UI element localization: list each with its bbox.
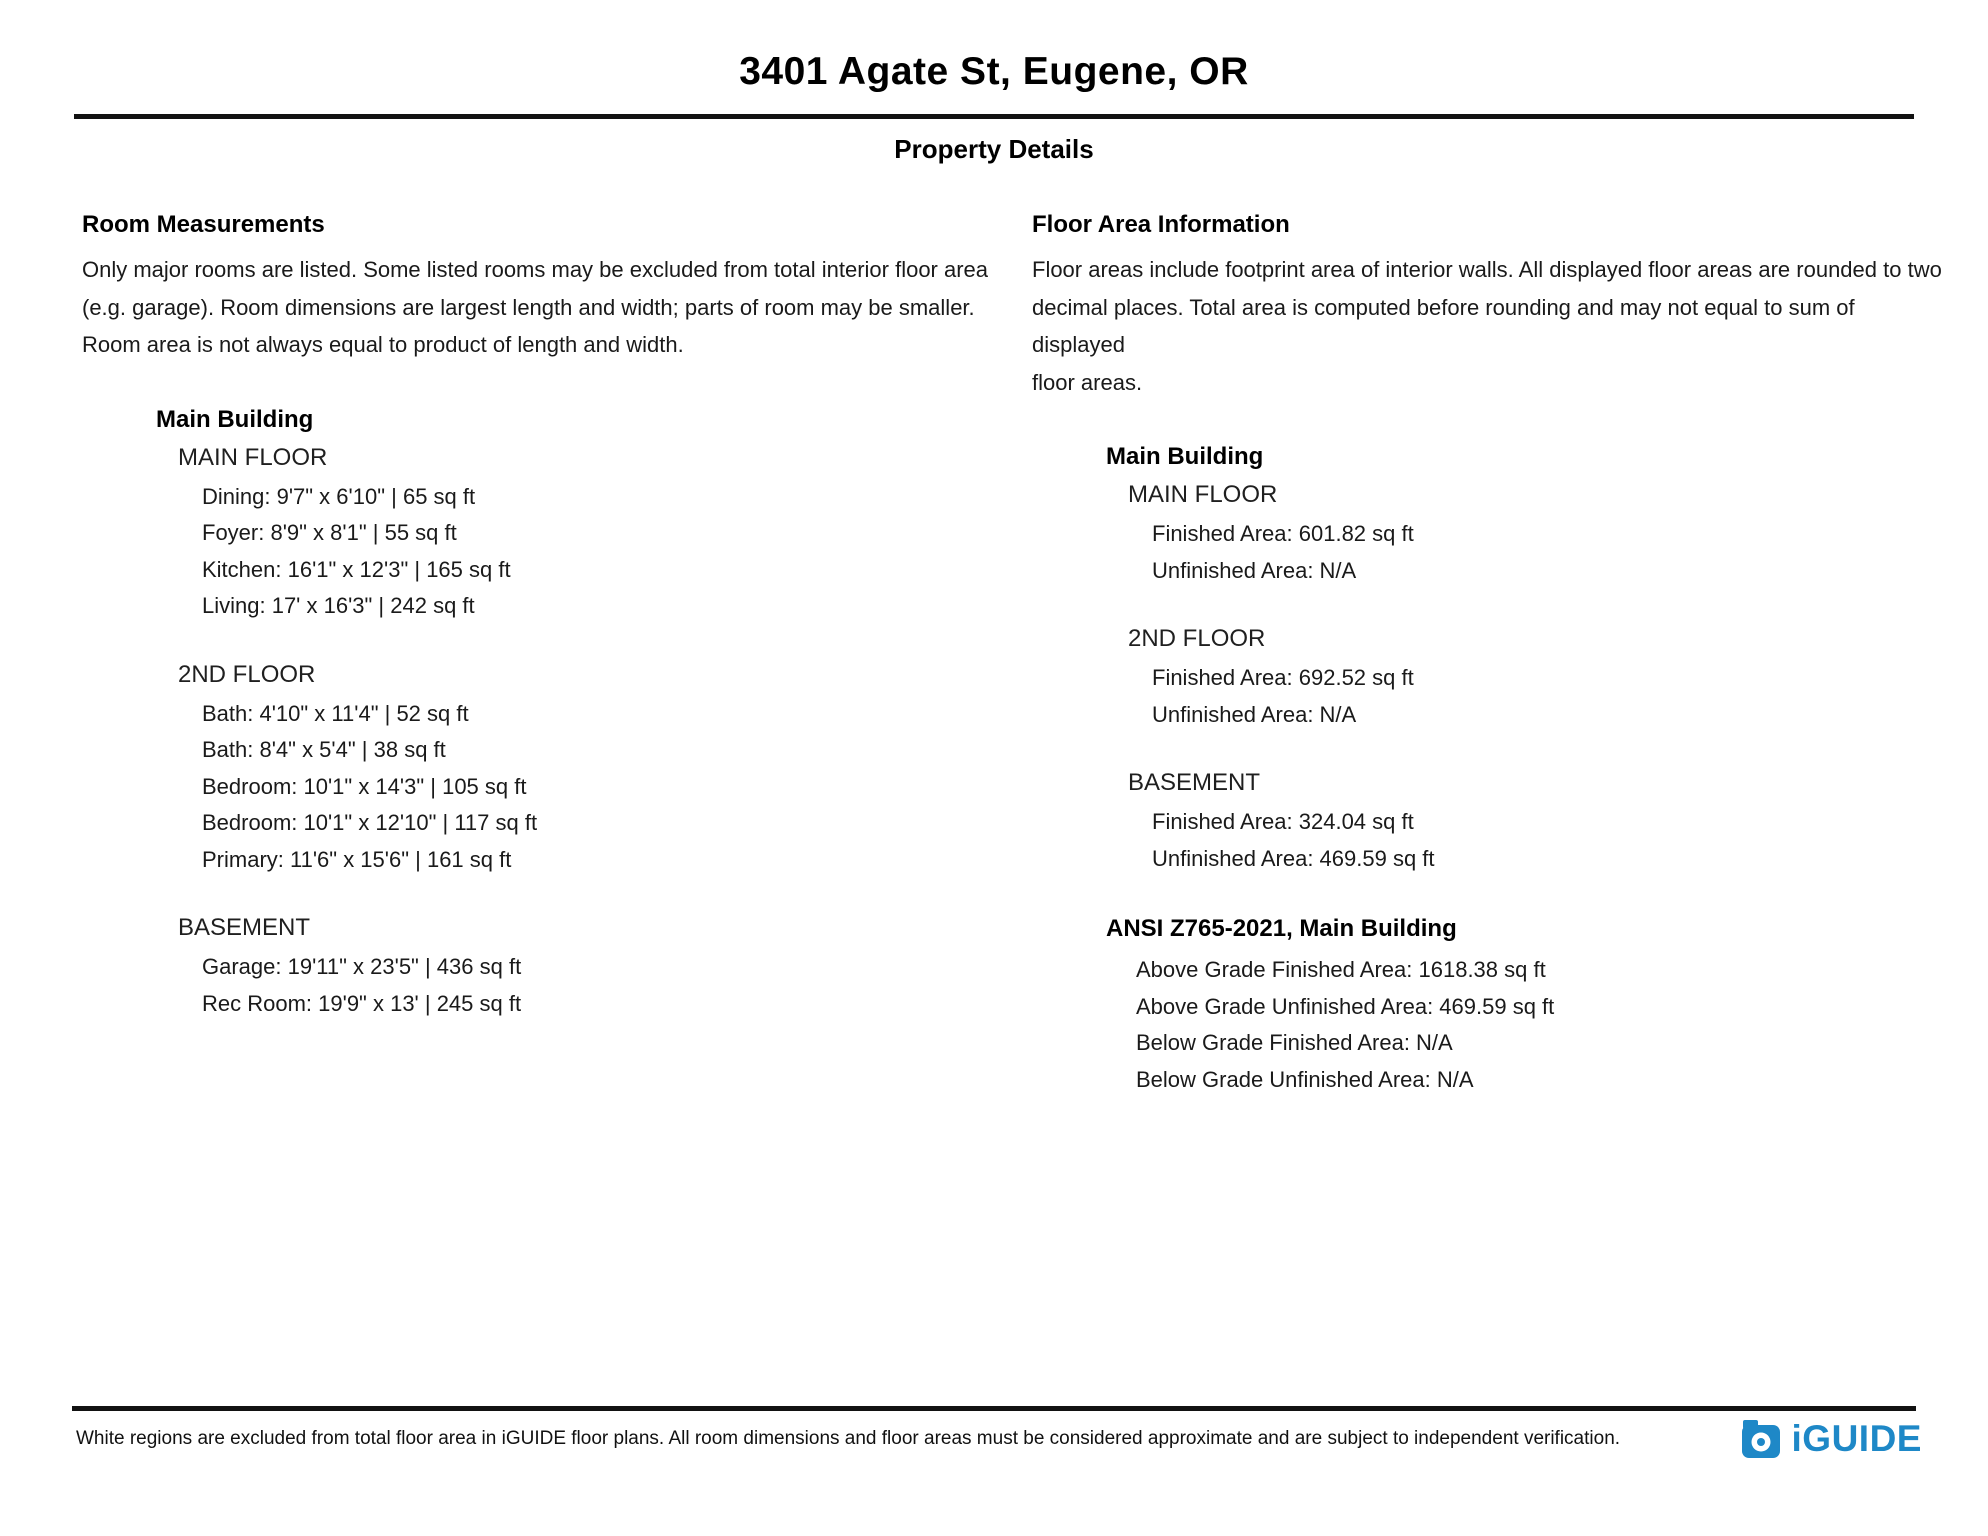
area-block-main-floor — [1032, 481, 1944, 589]
floor-name: MAIN FLOOR — [1128, 481, 1278, 508]
area-entry: Unfinished Area: 469.59 sq ft — [1152, 845, 1435, 871]
floor-block-2nd-floor — [82, 661, 1032, 879]
room-entry: Dining: 9'7" x 6'10" | 65 sq ft — [202, 483, 476, 509]
floor-block-basement — [82, 914, 1032, 1022]
room-entry: Kitchen: 16'1" x 12'3" | 165 sq ft — [202, 556, 511, 582]
floor-area-heading: Floor Area Information — [1032, 211, 1290, 238]
description-line: Floor areas include footprint area of interior walls. All displayed floor areas are rounded to two — [1032, 257, 1942, 282]
building-heading: Main Building — [156, 405, 314, 433]
room-entry: Living: 17' x 16'3" | 242 sq ft — [202, 593, 475, 618]
floor-name: BASEMENT — [178, 914, 311, 941]
area-block-basement — [1032, 769, 1944, 877]
floor-area-description — [1032, 251, 1944, 401]
document-header — [0, 0, 1988, 165]
room-measurements-section — [82, 211, 1032, 1098]
description-line: floor areas. — [1032, 369, 1143, 395]
ansi-entry: Below Grade Finished Area: N/A — [1136, 1030, 1453, 1055]
iguide-logo-text: iGUIDE — [1791, 1418, 1922, 1459]
room-entry: Bath: 8'4" x 5'4" | 38 sq ft — [202, 737, 446, 762]
page-subtitle: Property Details — [894, 134, 1094, 164]
room-entry: Garage: 19'11" x 23'5" | 436 sq ft — [202, 954, 522, 979]
area-entry: Unfinished Area: N/A — [1152, 701, 1357, 727]
room-measurements-building-block — [82, 406, 1032, 1023]
description-line: decimal places. Total area is computed before rounding and may not equal to sum of displayed — [1032, 294, 1855, 357]
ansi-entry: Above Grade Finished Area: 1618.38 sq ft — [1136, 957, 1546, 982]
area-entry: Finished Area: 692.52 sq ft — [1152, 665, 1414, 690]
iguide-logo — [1741, 1418, 1922, 1460]
floor-name: 2ND FLOOR — [1128, 625, 1266, 652]
ansi-heading: ANSI Z765-2021, Main Building — [1106, 915, 1457, 942]
title-divider — [74, 114, 1914, 119]
area-entry: Unfinished Area: N/A — [1152, 557, 1357, 583]
room-entry: Bedroom: 10'1" x 14'3" | 105 sq ft — [202, 773, 527, 799]
room-entry: Bath: 4'10" x 11'4" | 52 sq ft — [202, 700, 469, 726]
ansi-entry: Above Grade Unfinished Area: 469.59 sq ft — [1136, 993, 1555, 1019]
footer-disclaimer: White regions are excluded from total floor area in iGUIDE floor plans. All room dimensions and floor areas must be considered approximate and are subject to independent verification. — [76, 1428, 1621, 1449]
iguide-camera-icon — [1741, 1419, 1785, 1459]
room-measurements-heading: Room Measurements — [82, 211, 325, 238]
page-title: 3401 Agate St, Eugene, OR — [739, 50, 1249, 93]
room-measurements-description — [82, 251, 1032, 364]
footer-row — [0, 1411, 1988, 1460]
room-entry: Primary: 11'6" x 15'6" | 161 sq ft — [202, 846, 512, 872]
description-line: (e.g. garage). Room dimensions are largest length and width; parts of room may be smaller. — [82, 294, 975, 320]
description-line: Only major rooms are listed. Some listed rooms may be excluded from total interior floor area — [82, 257, 989, 282]
content-columns — [0, 211, 1988, 1098]
floor-name: BASEMENT — [1128, 769, 1261, 796]
room-entry: Foyer: 8'9" x 8'1" | 55 sq ft — [202, 520, 457, 545]
ansi-block — [1032, 915, 1944, 1098]
area-entry: Finished Area: 324.04 sq ft — [1152, 809, 1414, 834]
description-line: Room area is not always equal to product of length and width. — [82, 332, 684, 357]
floor-area-information-section — [1032, 211, 1944, 1098]
room-entry: Rec Room: 19'9" x 13' | 245 sq ft — [202, 990, 522, 1016]
floor-area-building-block — [1032, 443, 1944, 877]
ansi-entry: Below Grade Unfinished Area: N/A — [1136, 1066, 1474, 1092]
floor-name: 2ND FLOOR — [178, 660, 316, 688]
document-footer — [0, 1406, 1988, 1460]
area-entry: Finished Area: 601.82 sq ft — [1152, 521, 1414, 546]
area-block-2nd-floor — [1032, 625, 1944, 733]
building-heading: Main Building — [1106, 443, 1264, 470]
room-entry: Bedroom: 10'1" x 12'10" | 117 sq ft — [202, 810, 538, 835]
floor-name: MAIN FLOOR — [178, 443, 328, 471]
floor-block-main-floor — [82, 444, 1032, 625]
